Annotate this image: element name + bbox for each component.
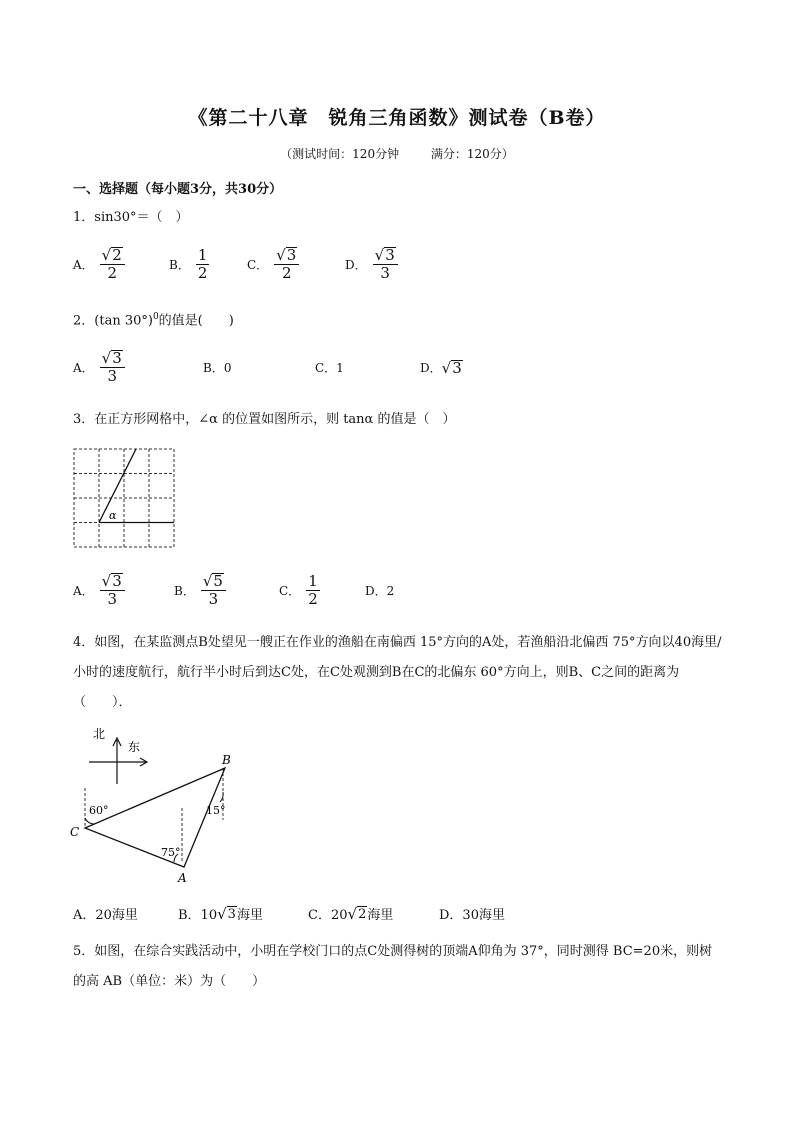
q2-option-b[interactable]: B．0: [203, 361, 232, 375]
page-title: 《第二十八章 锐角三角函数》测试卷（B卷）: [188, 107, 606, 129]
exam-score: 满分：120分）: [430, 147, 514, 161]
section-heading: 一、选择题（每小题3分，共30分）: [73, 182, 283, 197]
question-5-stem: 5．如图，在综合实践活动中，小明在学校门口的点C处测得树的顶端A仰角为 37°，同时测得 BC=20米，则树的高 AB（单位：米）为（ ）: [73, 944, 713, 989]
point-b-label: B: [222, 753, 231, 767]
grid-figure: [72, 447, 176, 549]
point-a-label: A: [178, 871, 187, 885]
q2-option-a[interactable]: A． √ 3 3: [73, 350, 203, 385]
question-4-options: [73, 904, 505, 923]
q1-option-d[interactable]: D． √ 3 3: [345, 247, 398, 282]
q3-option-c[interactable]: C． $\frac{1}{2}$: [279, 572, 318, 608]
question-1-options: [73, 247, 398, 282]
triangle-abc: [85, 768, 225, 867]
angle-15-label: 15°: [206, 804, 226, 817]
point-c-label: C: [70, 825, 80, 839]
q2-option-c[interactable]: C．1: [315, 361, 344, 375]
question-2-stem: 2．(tan 30°)$^0$的值是( ): [73, 312, 234, 329]
question-3-stem: 3．在正方形网格中，∠α 的位置如图所示，则 tanα 的值是（ ）: [73, 412, 456, 427]
q1-option-c[interactable]: C． √ 3 2: [247, 247, 345, 282]
q1-option-b[interactable]: B． $\frac{1}{2}$: [169, 246, 208, 282]
question-3-options: [73, 573, 394, 608]
q4-option-c[interactable]: C．20 √ 2 海里: [308, 904, 394, 923]
question-2-options: [73, 350, 463, 385]
navigation-figure: [66, 722, 236, 888]
angle-60-label: 60°: [89, 804, 109, 817]
q3-option-d[interactable]: D．2: [365, 584, 395, 598]
exam-info: [0, 145, 794, 162]
exam-time: （测试时间：120分钟: [280, 147, 400, 161]
q2-option-d[interactable]: D． √ 3: [420, 358, 462, 377]
angle-side-line: [99, 449, 136, 523]
question-4-stem: 4．如图，在某监测点B处望见一艘正在作业的渔船在南偏西 15°方向的A处，若渔船沿北偏西 75°方向以40海里/小时的速度航行，航行半小时后到达C处，在C处观测到B在C的北偏东 60°方向上，则B、C之间的距离为（ ）．: [73, 635, 722, 710]
q4-option-a[interactable]: A．20海里: [73, 908, 138, 923]
north-label: 北: [93, 727, 106, 741]
question-1-stem: 1．sin30°＝（ ）: [73, 210, 189, 225]
q3-option-b[interactable]: B． √ 5 3: [174, 573, 279, 608]
q1-option-a[interactable]: A． √ 2 2: [73, 247, 169, 282]
q4-option-b[interactable]: B．10 √ 3 海里: [178, 904, 263, 923]
east-label: 东: [128, 740, 141, 754]
q3-option-a[interactable]: A． √ 3 3: [73, 573, 174, 608]
alpha-label: α: [109, 509, 117, 522]
q4-option-d[interactable]: D．30海里: [439, 908, 505, 923]
angle-75-label: 75°: [161, 846, 181, 859]
